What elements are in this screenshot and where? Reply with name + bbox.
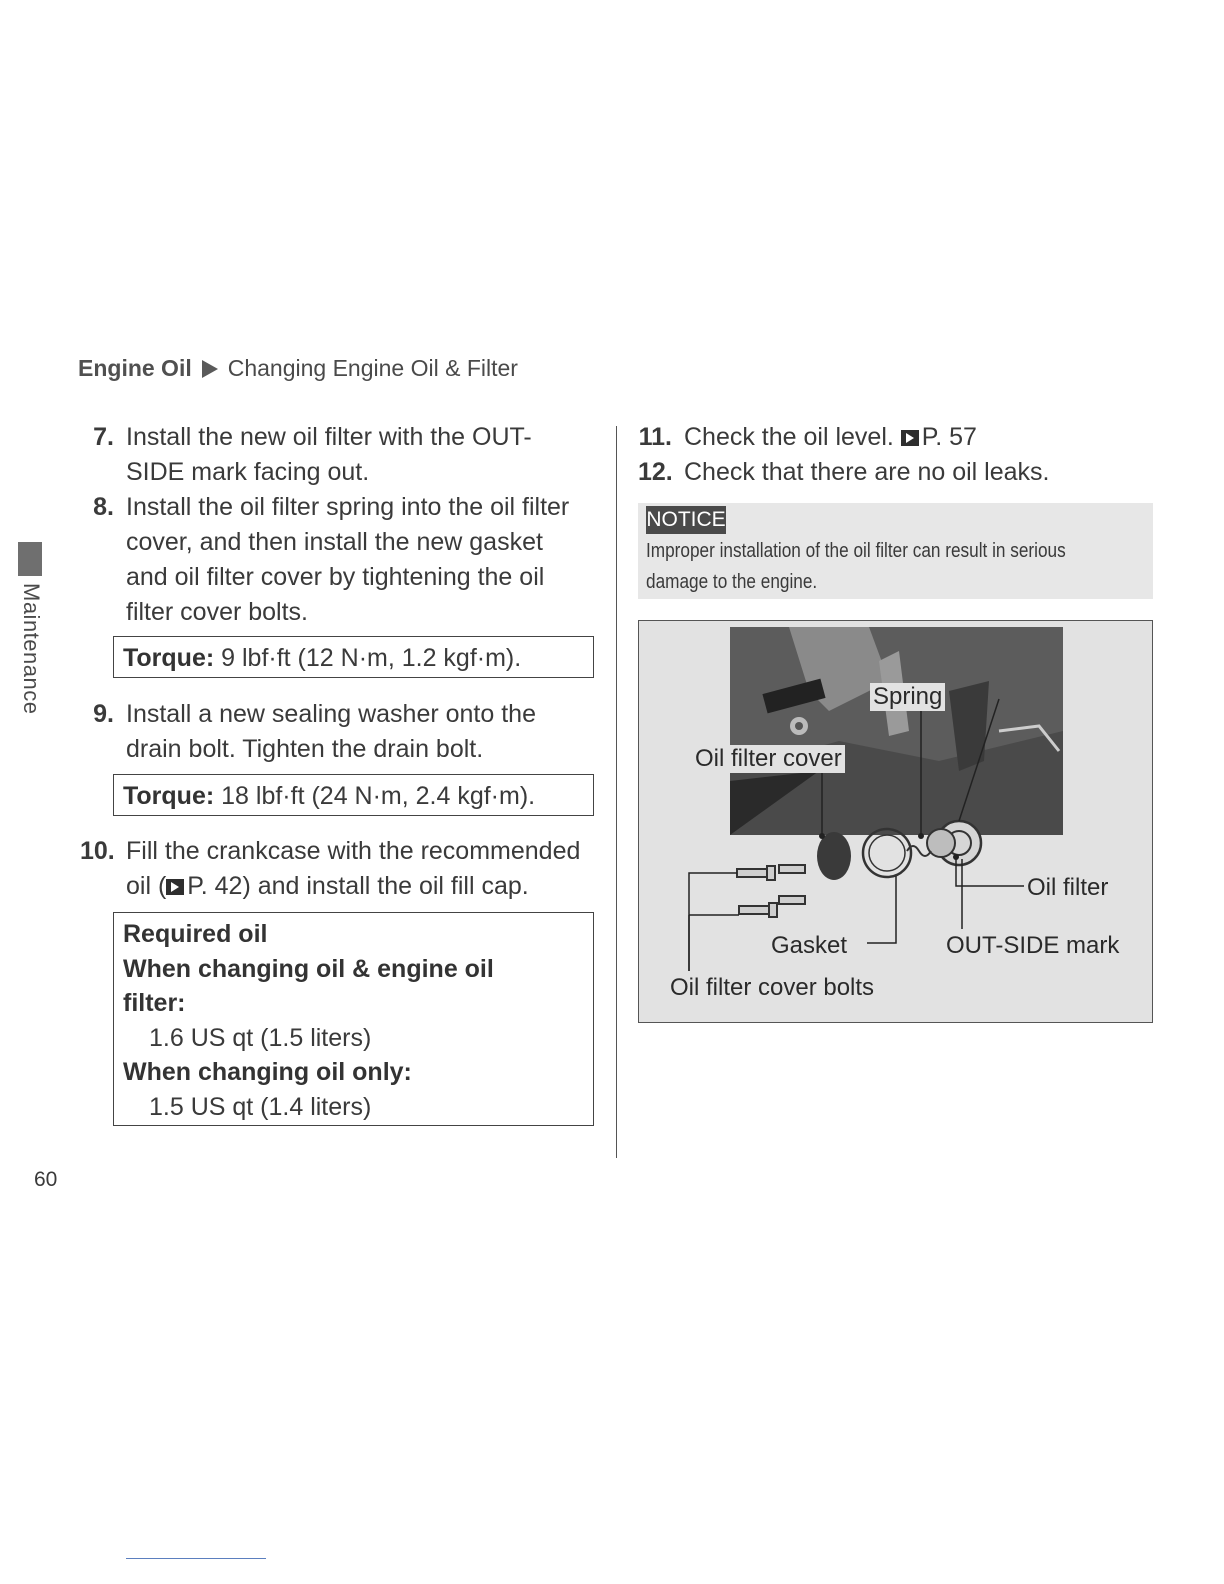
breadcrumb-section: Engine Oil xyxy=(78,355,192,381)
notice-badge: NOTICE xyxy=(646,506,726,534)
step-text-line: Install the oil filter spring into the oil filter xyxy=(126,493,570,521)
label-spring: Spring xyxy=(870,683,945,711)
page-reference-icon xyxy=(901,430,919,446)
notice-text: Improper installation of the oil filter can result in serious damage to the engine. xyxy=(646,540,1066,593)
torque-label: Torque: xyxy=(123,644,215,672)
torque-box-filter-cover xyxy=(113,636,594,678)
torque-box-drain-bolt xyxy=(113,774,594,816)
side-tab-marker xyxy=(18,542,42,576)
required-oil-box xyxy=(113,912,594,1126)
step-number: 7. xyxy=(93,423,114,451)
step-text-line: filter cover bolts. xyxy=(126,598,309,626)
step-8 xyxy=(80,490,610,630)
label-oil-filter: Oil filter xyxy=(1027,874,1109,901)
step-number: 10. xyxy=(80,837,115,865)
step-text: Check that there are no oil leaks. xyxy=(684,458,1050,486)
oil-case-label: When changing oil only: xyxy=(123,1058,412,1086)
required-oil-title: Required oil xyxy=(123,920,268,948)
label-gasket: Gasket xyxy=(771,932,848,959)
step-10 xyxy=(80,834,610,904)
step-number: 9. xyxy=(93,700,114,728)
breadcrumb-topic: Changing Engine Oil & Filter xyxy=(227,355,518,381)
step-text-line: Install a new sealing washer onto the xyxy=(126,700,536,728)
breadcrumb-arrow-icon xyxy=(202,360,218,378)
step-text: Check the oil level. xyxy=(684,423,894,451)
oil-case-label: When changing oil & engine oil xyxy=(123,954,494,983)
oil-case-value: 1.5 US qt (1.4 liters) xyxy=(149,1092,372,1121)
page-reference-link[interactable]: P. 42 xyxy=(187,872,243,900)
step-11 xyxy=(638,420,1158,455)
torque-value: 18 lbf·ft (24 N·m, 2.4 kgf·m). xyxy=(221,782,536,810)
torque-label: Torque: xyxy=(123,782,215,810)
step-text-line: Fill the crankcase with the recommended xyxy=(126,837,581,865)
step-text-line: cover, and then install the new gasket xyxy=(126,528,543,556)
label-outside-mark: OUT-SIDE mark xyxy=(946,932,1120,959)
oil-filter-illustration xyxy=(639,621,1153,1023)
step-7 xyxy=(80,420,600,490)
oil-case-label: filter: xyxy=(123,989,186,1017)
oil-case-value: 1.6 US qt (1.5 liters) xyxy=(149,1023,372,1052)
step-text-line: drain bolt. Tighten the drain bolt. xyxy=(126,735,484,763)
label-oil-filter-cover: Oil filter cover xyxy=(692,745,845,773)
step-text-line: oil ( P. 42) and install the oil fill cap. xyxy=(126,872,529,900)
step-number: 12. xyxy=(638,458,673,486)
page-reference-icon xyxy=(166,879,184,895)
step-text-line: SIDE mark facing out. xyxy=(126,458,370,486)
step-number: 8. xyxy=(93,493,114,521)
page-reference-link[interactable]: P. 57 xyxy=(921,423,977,451)
step-text-line: and oil filter cover by tightening the oil xyxy=(126,563,545,591)
oil-filter-diagram xyxy=(638,620,1153,1023)
step-9 xyxy=(80,697,600,767)
page-number: 60 xyxy=(34,1168,58,1191)
side-tab-label: Maintenance xyxy=(19,583,44,715)
label-oil-filter-cover-bolts: Oil filter cover bolts xyxy=(670,974,875,1001)
step-text-line: Install the new oil filter with the OUT- xyxy=(126,423,532,451)
torque-value: 9 lbf·ft (12 N·m, 1.2 kgf·m). xyxy=(221,644,522,672)
footer-rule xyxy=(126,1558,266,1559)
step-number: 11. xyxy=(638,423,672,451)
step-12 xyxy=(638,455,1158,490)
column-divider xyxy=(616,426,617,1158)
breadcrumb xyxy=(78,355,518,382)
